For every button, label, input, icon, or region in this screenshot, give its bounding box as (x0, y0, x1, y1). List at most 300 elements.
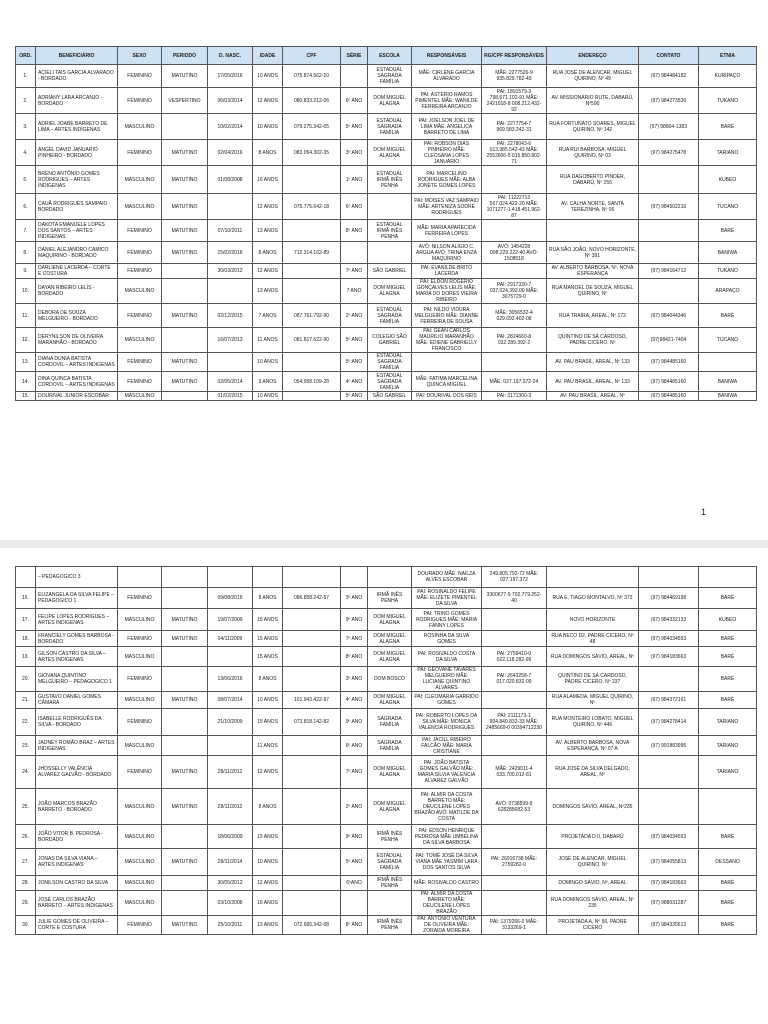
table-row (16, 876, 757, 891)
table-cell: JOÃO MARCOS BRAZÃO BARRETO - BORDADO (36, 789, 118, 825)
table-cell: PAI: EVANILDE BRITO LACERDA (412, 264, 482, 279)
table-cell: RUA JOSÉ DA SILVA DELGADO, AREAL, Nº (547, 756, 639, 789)
table-cell: PAI: 11222713 567.024.422-20 MÃE: 1071277-1 418.451.962-87 (482, 194, 547, 220)
table-cell: 10 ANOS (253, 849, 283, 876)
table-cell (341, 891, 368, 916)
table-cell (639, 756, 699, 789)
table-cell (283, 667, 341, 692)
table-cell (253, 567, 283, 588)
table-cell: 28/11/2012 (208, 789, 253, 825)
table-cell: DERYNILSON DE OLIVEIRA MARANHÃO - BORDADO (36, 328, 118, 353)
table-cell: SAGRADA FAMÍLIA (368, 736, 412, 756)
table-cell: 10/02/2014 (208, 114, 253, 140)
table-cell (639, 567, 699, 588)
column-header: ENDEREÇO (547, 47, 639, 65)
table-cell (283, 220, 341, 242)
table-cell: PAI: MOISES VAZ SAMPAIO MÃE: ARTENIZA SODRÉ RODRIGUES (412, 194, 482, 220)
table-cell: (97) 984273536 (639, 88, 699, 114)
table-cell: 13 ANOS (253, 916, 283, 935)
table-cell: PAI: JACILL RIBEIRO FALCÃO MÃE: MARIA CRISTIANE (412, 736, 482, 756)
table-cell: DINA QUINCA BATISTA CORDOVIL – ARTES INDIGENAS (36, 372, 118, 392)
table-cell: DEBORA DE SOUZA MELGUEIRO - BORDADO (36, 304, 118, 328)
table-cell: 12 ANOS (253, 756, 283, 789)
table-cell: MÃE: ROSIVALDO CASTRO (412, 876, 482, 891)
column-header: ETNIA (699, 47, 757, 65)
table-row (16, 825, 757, 849)
table-row (16, 304, 757, 328)
table-cell: FEMININO (118, 709, 162, 736)
table-cell: 12 ANOS (253, 88, 283, 114)
table-cell: DOMINGOS SÁVIO, AREAL, Nº235 (547, 789, 639, 825)
table-cell: (97) 984485160 (639, 353, 699, 372)
table-cell: TARIANO (699, 709, 757, 736)
table-cell: 5º ANO (341, 849, 368, 876)
table-cell: BANIWA (699, 242, 757, 264)
table-cell: FEMININO (118, 88, 162, 114)
table-cell: PAI: ANTONIO VENTURA DE OLIVEIRA MÃE: ZORAIDA MOREIRA (412, 916, 482, 935)
table-cell: DOM BOSCO (368, 667, 412, 692)
table-cell: JHOSSELLY VALÊNCIA ALVAREZ GALVÃO - BORDADO (36, 756, 118, 789)
table-cell (162, 392, 208, 401)
table-row (16, 353, 757, 372)
table-cell (283, 264, 341, 279)
table-cell: 3º ANO (341, 667, 368, 692)
table-cell: BARÉ (699, 114, 757, 140)
table-row (16, 756, 757, 789)
column-header: SÉRIE (341, 47, 368, 65)
table-cell: FRANCIELY GOMES BARBOSA - BORDADO (36, 631, 118, 647)
table-cell: MATUTINO (162, 372, 208, 392)
table-cell: MASCULINO (118, 692, 162, 709)
table-cell: RUA MANOEL DE SOUZA, MIGUEL QUIRINO, Nº (547, 279, 639, 304)
table-cell: 13/06/2016 (208, 667, 253, 692)
table-cell (162, 114, 208, 140)
table-cell: FEMININO (118, 631, 162, 647)
table-cell: 079.275.342-05 (283, 114, 341, 140)
table-cell: DOM MIGUEL ALAGNA (368, 789, 412, 825)
table-cell: 16 ANOS (253, 891, 283, 916)
table-cell: 4º ANO (341, 372, 368, 392)
column-header: SEXO (118, 47, 162, 65)
table-cell: 6º ANO (341, 194, 368, 220)
table-cell: MÃE: 2429011-4 033.700.012-81 (482, 756, 547, 789)
table-cell: 18. (16, 631, 36, 647)
table-cell: 080.833.212-06 (283, 88, 341, 114)
table-cell: BARÉ (699, 692, 757, 709)
column-header: PERIODO (162, 47, 208, 65)
table-cell (482, 891, 547, 916)
table-cell: 16. (16, 588, 36, 609)
table-cell: 1. (16, 65, 36, 88)
table-cell: 10 ANOS (253, 692, 283, 709)
table-cell (162, 667, 208, 692)
table-cell: FEMININO (118, 667, 162, 692)
table-cell: 087.761.792-90 (283, 304, 341, 328)
table-cell: MATUTINO (162, 609, 208, 631)
table-cell: QUINTINO DE SÁ CARDOSO, PADRE CICERO, Nº 237 (547, 667, 639, 692)
table-row (16, 567, 757, 588)
table-row (16, 667, 757, 692)
table-cell: BARÉ (699, 304, 757, 328)
table-cell: 3. (16, 114, 36, 140)
table-cell: FEMININO (118, 756, 162, 789)
table-cell: 712.314.162-89 (283, 242, 341, 264)
table-cell: 5. (16, 166, 36, 194)
table-cell (482, 609, 547, 631)
table-cell: 3º ANO (341, 140, 368, 166)
table-cell: 15/02/2016 (208, 242, 253, 264)
table-cell: 8 ANOS (253, 140, 283, 166)
table-cell: DOM MIGUEL ALAGNA (368, 631, 412, 647)
table-cell (639, 166, 699, 194)
table-cell: PAI: 2759410-0 022.118.282-99 (482, 647, 547, 667)
table-cell (16, 567, 36, 588)
table-cell (162, 876, 208, 891)
table-cell (412, 353, 482, 372)
table-cell: MATUTINO (162, 140, 208, 166)
table-cell: (97) 98804-1383 (639, 114, 699, 140)
table-cell: (97) 984044346 (639, 304, 699, 328)
table-cell: AVÔ: 1454228 098.229.222-40 AVÓ: 1508518 (482, 242, 547, 264)
table-cell: PAI: ROSIVALDO COSTA DA SILVA (412, 647, 482, 667)
table-cell: PAI: 26916738 MÃE: 2759282-0 (482, 849, 547, 876)
table-cell: MÃE: MARIA APARECIDA FERREIRA LOPES (412, 220, 482, 242)
table-cell: MASCULINO (118, 392, 162, 401)
table-cell (162, 709, 208, 736)
table-cell: AV. ALBERTO BARBOSA, NOVA ESPERANÇA, Nº 07 A (547, 736, 639, 756)
table-cell: – PEDAGOGICO 3 (36, 567, 118, 588)
table-cell: 9 ANOS (253, 372, 283, 392)
table-cell (639, 789, 699, 825)
table-cell: JOÃO VITOR B. PEDROSA - BORDADO (36, 825, 118, 849)
table-cell: DOM MIGUEL ALAGNA (368, 692, 412, 709)
table-cell: BANIWA (699, 392, 757, 401)
table-cell: ESTADUAL SAGRADA FAMÍLIA (368, 65, 412, 88)
table-cell: DOMINGO SÁVIO, Nº, AREAL (547, 876, 639, 891)
table-cell: 28/11/2012 (208, 756, 253, 789)
table-cell: 01/08/2008 (208, 166, 253, 194)
table-cell: AVÔ: NILSON ALÍGIO C. ARGUA AVÓ: TRINA ENZA MAQUIRINO (412, 242, 482, 264)
table-cell: 6. (16, 194, 36, 220)
table-cell: MATUTINO (162, 692, 208, 709)
table-cell (368, 194, 412, 220)
table-cell: MASCULINO (118, 849, 162, 876)
table-cell (162, 647, 208, 667)
table-cell: MASCULINO (118, 609, 162, 631)
table-cell: FEMININO (118, 372, 162, 392)
table-cell (162, 825, 208, 849)
table-cell: 3º ANO (341, 588, 368, 609)
table-cell: RUA ALAMEDA, MIGUEL QUIRINO, Nº (547, 692, 639, 709)
table-cell (482, 353, 547, 372)
table-cell (699, 353, 757, 372)
table-cell (482, 631, 547, 647)
table-cell: 17. (16, 609, 36, 631)
table-cell: DAYAN RIBEIRO LELÍS - BORDADO (36, 279, 118, 304)
table-cell: 073.818.142-82 (283, 709, 341, 736)
table-cell: 2º ANO (341, 304, 368, 328)
table-cell: PAI: 2824660-8 032.289.392-2 (482, 328, 547, 353)
table-cell: MASCULINO (118, 194, 162, 220)
table-cell: PAI: ROBSON DIAS PINHEIRO MÃE: CLEOSANA LOPES JANUÁRIO (412, 140, 482, 166)
table-cell (283, 353, 341, 372)
table-cell: 16 ANOS (253, 166, 283, 194)
table-cell: AV. ALBERTO BARBOSA, Nº, NOVA ESPERANÇA (547, 264, 639, 279)
table-cell (208, 279, 253, 304)
table-cell: BRENO ANTÔNIO GOMES RODRIGUES – ARTES INDIGENAS (36, 166, 118, 194)
table-cell: 6º ANO (341, 88, 368, 114)
table-cell: 054.958.109-28 (283, 372, 341, 392)
table-cell: 20. (16, 667, 36, 692)
table-row (16, 279, 757, 304)
table-cell: 14. (16, 372, 36, 392)
table-cell: DOM MIGUEL ALAGNA (368, 756, 412, 789)
table-cell: ESTADUAL IRMÃ INÊS PENHA (368, 166, 412, 194)
table-cell (118, 567, 162, 588)
table-cell: MASCULINO (118, 891, 162, 916)
table-cell: 7º ANO (341, 631, 368, 647)
table-cell: 4º ANO (341, 692, 368, 709)
table-cell: DOM MIGUEL ALAGNA (368, 88, 412, 114)
page-number: 1 (700, 507, 706, 517)
table-cell (283, 736, 341, 756)
table-cell: BARÉ (699, 588, 757, 609)
table-cell: ESTADUAL SAGRADA FAMÍLIA (368, 353, 412, 372)
table-cell: BARÉ (699, 916, 757, 935)
table-cell: (97) 984335613 (639, 916, 699, 935)
table-cell: DOM MIGUEL ALAGNA (368, 279, 412, 304)
table-cell: (97) 984485160 (639, 392, 699, 401)
table-cell: PAI: CLEOMARIA GARRIDO GOMES (412, 692, 482, 709)
table-cell: 4. (16, 140, 36, 166)
table-cell: KURIPAÇO (699, 65, 757, 88)
table-cell: (97) 991883995 (639, 736, 699, 756)
table-cell (208, 567, 253, 588)
table-cell: PAI: 2917330-7 037.024.392.00 MÃE: 3075729-0 (482, 279, 547, 304)
table-cell: 10 ANOS (253, 65, 283, 88)
table-cell: 17/05/2016 (208, 65, 253, 88)
table-cell: ADRIEL JOABE BARRETO DE LIMA – ARTES INDIGENAS (36, 114, 118, 140)
table-cell: 18/06/2009 (208, 825, 253, 849)
table-cell: 21. (16, 692, 36, 709)
table-cell: 11 ANOS (253, 328, 283, 353)
table-cell: MÃE: 2277526-9 935.829.782-49 (482, 65, 547, 88)
table-cell: (97) 984278414 (639, 709, 699, 736)
table-cell: RUA SÃO JOÃO, NOVO HORIZONTE, Nº 391 (547, 242, 639, 264)
table-cell (283, 825, 341, 849)
table-cell: 21/10/2009 (208, 709, 253, 736)
table-cell: FEMININO (118, 242, 162, 264)
table-cell: 15. (16, 392, 36, 401)
table-cell: 7º ANO (341, 264, 368, 279)
table-cell: ISABELLE RODRIGUÊS DA SILVA - BORDADO (36, 709, 118, 736)
table-cell (368, 242, 412, 264)
table-row (16, 849, 757, 876)
table-cell: PAI: TOMÉ JOSÉ DA SILVA VIANA MÃE YASMIM LARA DOS SANTOS SILVA (412, 849, 482, 876)
table-cell: PAI: EDSON HENRIQUE PEDROSA MÃE:UMBELINA DA SILVA BARBOSA (412, 825, 482, 849)
table-cell: PAI: ALMIR DA COSTA BARRETO MÃE: DEUCILENE LOPES BRAZÃO (412, 891, 482, 916)
table-cell: (97) 984502216 (639, 194, 699, 220)
table-cell (368, 567, 412, 588)
table-cell: GILSON CASTRO DA SILVA – ARTES INDIGENAS (36, 647, 118, 667)
table-cell: ESTADUAL SAGRADA FAMÍLIA (368, 849, 412, 876)
table-cell: ACIELI TAIS GARCIA ALVARADO - BORDADO (36, 65, 118, 88)
table-cell: PAI: NILDO VIDURA MELGUEIRO MÃE: DIANNE FERREIRA DE SOUSA (412, 304, 482, 328)
table-cell (162, 736, 208, 756)
table-cell: COLEGIO SÃO GABRIEL (368, 328, 412, 353)
beneficiaries-table-page-2 (15, 566, 757, 935)
table-cell: MATUTINO (162, 353, 208, 372)
table-cell: ROSINHA DA SILVA GOMES (412, 631, 482, 647)
table-row (16, 647, 757, 667)
table-row (16, 736, 757, 756)
table-cell: 10. (16, 279, 36, 304)
table-cell: 8º ANO (341, 647, 368, 667)
table-cell: PAI: TRINO GOMES RODRIGUES MÃE: MARIA FANNY LOPES (412, 609, 482, 631)
table-cell (639, 279, 699, 304)
column-header: CPF (283, 47, 341, 65)
table-cell: PROJETADA D II, DABARÚ (547, 825, 639, 849)
table-cell: BARÉ (699, 876, 757, 891)
table-cell (547, 567, 639, 588)
table-cell: 08/07/2014 (208, 692, 253, 709)
table-cell: KUBEO (699, 166, 757, 194)
table-cell: TUCANO (699, 194, 757, 220)
table-cell: PAI: 1891579-3 798.671.102-91 MÃE: 2421018-8 008.212.432-92 (482, 88, 547, 114)
table-cell (283, 166, 341, 194)
table-cell: RUA TRAÍRA, AREAL, Nº 172 (547, 304, 639, 328)
table-cell: 30. (16, 916, 36, 935)
table-cell: DOM MIGUEL ALAGNA (368, 647, 412, 667)
table-cell: 9. (16, 264, 36, 279)
table-row (16, 631, 757, 647)
table-cell: FEMININO (118, 353, 162, 372)
table-cell: MASCULINO (118, 279, 162, 304)
table-cell: 081.817.622-90 (283, 328, 341, 353)
table-cell: DOM MIGUEL ALAGNA (368, 140, 412, 166)
table-row (16, 166, 757, 194)
table-cell: 06/03/2014 (208, 88, 253, 114)
table-cell: ESTADUAL SAGRADA FAMÍLIA (368, 304, 412, 328)
table-row (16, 264, 757, 279)
table-cell: MATUTINO (162, 242, 208, 264)
table-cell: 2º ANO (341, 789, 368, 825)
table-cell: 12 ANOS (253, 264, 283, 279)
table-cell: PAI: GEAN CARLOS MAURILIO MARANHÃO MÃE: EDIENE GABRIELLY FRANCISCO (412, 328, 482, 353)
table-cell: PAI: 1379266-0 MÃE: 3133269-1 (482, 916, 547, 935)
table-cell: AV. PAU BRASIL, AREAL, Nº 133 (547, 353, 639, 372)
table-cell: RUA JOSÉ DE ALENCAR, MIGUEL QUIRINO, Nº 49 (547, 65, 639, 88)
table-cell: JADNEY ROMÃO BRAZ – ARTES INDIGENAS (36, 736, 118, 756)
table-cell (208, 353, 253, 372)
column-header: IDADE (253, 47, 283, 65)
table-cell: 13 ANOS (253, 279, 283, 304)
table-cell: FEMININO (118, 220, 162, 242)
table-cell: IRMÃ INÊS PENHA (368, 825, 412, 849)
table-cell: 8º ANO (341, 916, 368, 935)
table-cell: 02/12/2015 (208, 304, 253, 328)
table-cell: MASCULINO (118, 825, 162, 849)
table-cell: (97) 984484182 (639, 65, 699, 88)
table-cell (482, 220, 547, 242)
table-cell: (97) 984164712 (639, 264, 699, 279)
table-cell: ARAPAÇO (699, 279, 757, 304)
table-cell: IRMÃ INÊS PENHA (368, 916, 412, 935)
table-cell: 8. (16, 242, 36, 264)
table-cell: DIANA DUNIA BATISTA CORDOVIL – ARTES INDIGENAS (36, 353, 118, 372)
table-cell: FEMININO (118, 264, 162, 279)
table-cell: MATUTINO (162, 849, 208, 876)
table-cell (208, 736, 253, 756)
table-cell: 8 ANOS (253, 789, 283, 825)
table-cell: 083.054.302-35 (283, 140, 341, 166)
table-cell: 07/10/2011 (208, 220, 253, 242)
table-cell: 30/03/2012 (208, 264, 253, 279)
table-cell: PAI: MARCELINO RODRIGUES MÃE: ALBA JONETE GOMES LOPES (412, 166, 482, 194)
table-cell: ESTADUAL SAGRADA FAMÍLIA (368, 372, 412, 392)
table-cell: TARIANO (699, 756, 757, 789)
table-cell (283, 609, 341, 631)
table-cell: (97) 984183663 (639, 647, 699, 667)
table-cell (482, 736, 547, 756)
table-cell: RUA MONTEIRO LOBATO, MIGUEL QUIRINO, Nº 446 (547, 709, 639, 736)
table-cell: BANIWA (699, 372, 757, 392)
table-cell: MÃE: 027.197.372-24 (482, 372, 547, 392)
table-cell: 086.858.242-57 (283, 588, 341, 609)
table-cell: MÃE: FATIMA MARCELINA QUINCA MIGUEL (412, 372, 482, 392)
table-cell: PAI: 2643258-7 017.020.832-09 (482, 667, 547, 692)
table-cell: SÃO GABRIEL (368, 264, 412, 279)
table-cell: 27. (16, 849, 36, 876)
table-row (16, 588, 757, 609)
table-cell: 9º ANO (341, 709, 368, 736)
table-cell: DOM MIGUEL ALAGNA (368, 609, 412, 631)
table-cell: 12. (16, 328, 36, 353)
table-cell: TUCANO (699, 328, 757, 353)
column-header: BENEFICIÁRIO (36, 47, 118, 65)
table-cell: 28/11/2014 (208, 849, 253, 876)
table-cell: FEMININO (118, 916, 162, 935)
table-cell: 15 ANOS (253, 647, 283, 667)
table-cell: FELIPE LOPES RODRIGUES – ARTES INDIGENAS (36, 609, 118, 631)
table-cell: PAI: ASTERIO RAMOS PIMENTEL MÃE: WANILDE FERREIRA ARCANJO (412, 88, 482, 114)
table-cell: 6ºANO (341, 876, 368, 891)
table-cell (639, 220, 699, 242)
table-cell: MATUTINO (162, 166, 208, 194)
table-cell: 9º ANO (341, 825, 368, 849)
table-cell: 8º ANO (341, 220, 368, 242)
table-cell: 13 ANOS (253, 220, 283, 242)
table-cell: DESSANO (699, 849, 757, 876)
table-cell (639, 667, 699, 692)
table-cell: TUKANO (699, 264, 757, 279)
table-cell: 072.665.342-08 (283, 916, 341, 935)
table-cell: BARÉ (699, 825, 757, 849)
table-cell (208, 647, 253, 667)
table-cell (283, 891, 341, 916)
table-cell: 15 ANOS (253, 609, 283, 631)
table-cell (341, 242, 368, 264)
beneficiaries-table-page-1 (15, 46, 757, 401)
table-cell: FEMININO (118, 304, 162, 328)
table-cell: GIOVANA QUINTINO MELGUEIRO – PEDAGOGICO 1 (36, 667, 118, 692)
table-cell (699, 567, 757, 588)
table-cell: FEMININO (118, 65, 162, 88)
table-cell: MASCULINO (118, 166, 162, 194)
table-row (16, 392, 757, 401)
column-header: ORD. (16, 47, 36, 65)
table-cell: MATUTINO (162, 789, 208, 825)
